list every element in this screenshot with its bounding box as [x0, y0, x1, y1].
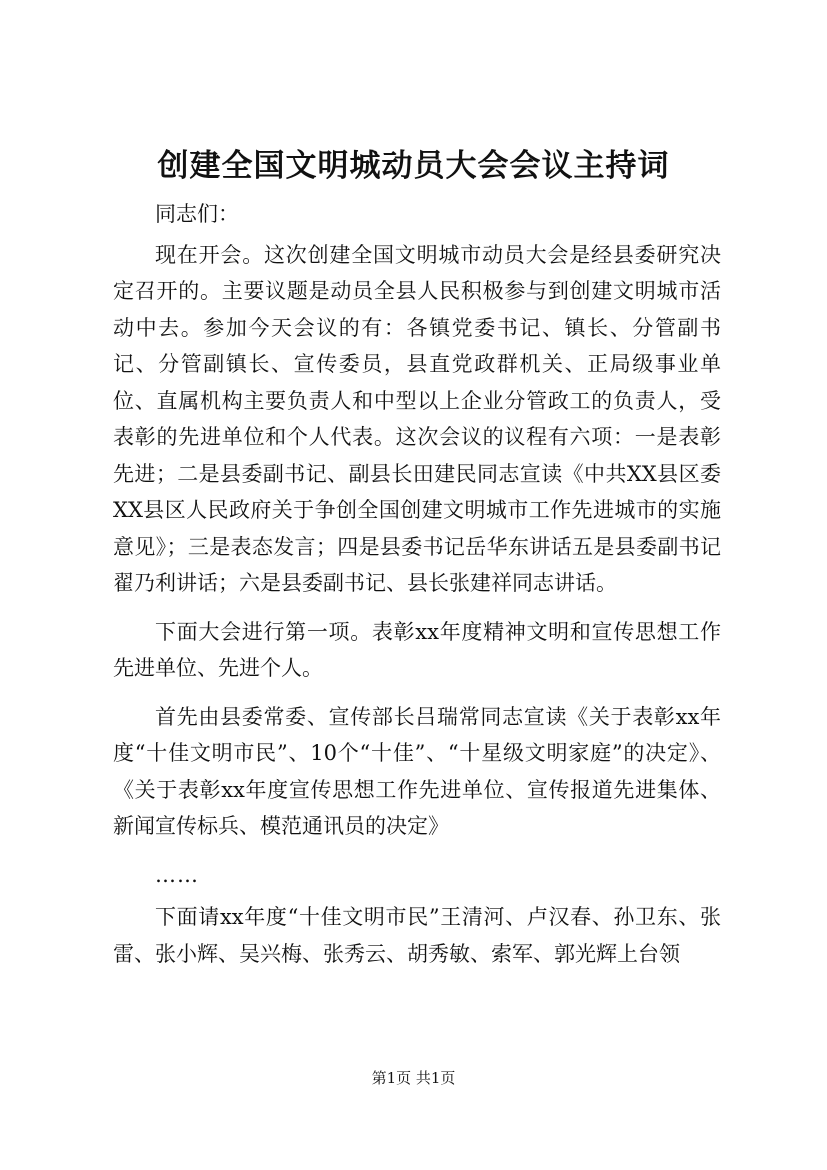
document-title: 创建全国文明城动员大会会议主持词	[157, 148, 670, 184]
document-body	[113, 196, 721, 984]
paragraph-awardees: 下面请xx年度“十佳文明市民”王清河、卢汉春、孙卫东、张雷、张小辉、吴兴梅、张秀云、胡秀敏、索军、郭光辉上台领	[113, 905, 721, 966]
paragraph-announcement: 首先由县委常委、宣传部长吕瑞常同志宣读《关于表彰xx年度“十佳文明市民”、10个“十佳”、“十星级文明家庭”的决定》、《关于表彰xx年度宣传思想工作先进单位、宣传报道先进集体、新闻宣传标兵、模范通讯员的决定》	[113, 704, 721, 838]
paragraph-item-one: 下面大会进行第一项。表彰xx年度精神文明和宣传思想工作先进单位、先进个人。	[113, 619, 721, 680]
paragraph-ellipsis: ……	[155, 862, 199, 887]
paragraph-salutation: 同志们：	[155, 202, 239, 226]
page-footer: 第1页 共1页	[371, 1069, 456, 1087]
paragraph-opening: 现在开会。这次创建全国文明城市动员大会是经县委研究决定召开的。主要议题是动员全县人民积极参与到创建文明城市活动中去。参加今天会议的有：各镇党委书记、镇长、分管副书记、分管副镇长、宣传委员，县直党政群机关、正局级事业单位、直属机构主要负责人和中型以上企业分管政工的负责人，受表彰的先进单位和个人代表。这次会议的议程有六项：一是表彰先进；二是县委副书记、副县长田建民同志宣读《中共XX县区委XX县区人民政府关于争创全国创建文明城市工作先进城市的实施意见》；三是表态发言；四是县委书记岳华东讲话五是县委副书记翟乃利讲话；六是县委副书记、县长张建祥同志讲话。	[113, 242, 721, 595]
